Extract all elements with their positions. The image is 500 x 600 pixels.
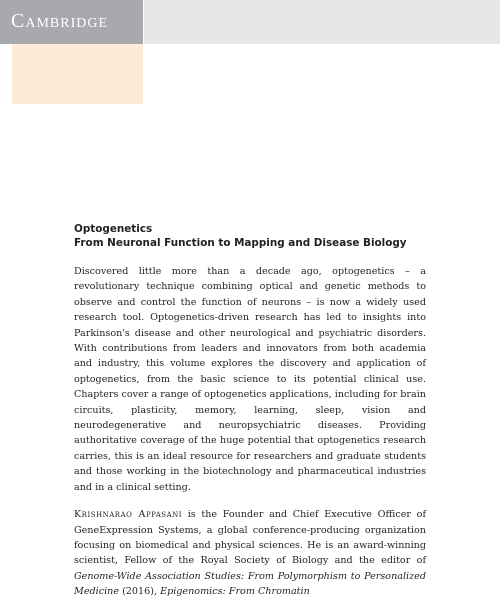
publisher-logo-text: Cambridge xyxy=(11,10,109,32)
book-blurb xyxy=(74,222,426,600)
author-bio xyxy=(74,507,426,599)
author-bio-text-1: is the Founder and Chief Executive Officer of GeneExpression Systems, a global conference-producing organization focusing on biomedical and physical sciences. He is an award-winning scientist, Fellow of the Royal Society of Biology and the editor of xyxy=(74,509,426,567)
book-description: Discovered little more than a decade ago, optogenetics – a revolutionary technique combining optical and genetic methods to observe and control the function of neurons – is now a widely used research tool. Optogenetics-driven research has led to insights into Parkinson's disease and other neurological and psychiatric disorders. With contributions from leaders and innovators from both academia and industry, this volume explores the discovery and application of optogenetics, from the basic science to its potential clinical use. Chapters cover a range of optogenetics applications, including for brain circuits, plasticity, memory, learning, sleep, vision and neurodegenerative and neuropsychiatric diseases. Providing authoritative coverage of the huge potential that optogenetics research carries, this is an ideal resource for researchers and graduate students and those working in the biotechnology and pharmaceutical industries and in a clinical setting. xyxy=(74,266,426,493)
author-name: Krishnarao Appasani xyxy=(74,509,183,521)
author-bio-text-2: (2016), xyxy=(119,586,161,598)
header-divider xyxy=(143,0,144,44)
accent-block xyxy=(12,44,143,104)
book-reference-2: Epigenomics: From Chromatin xyxy=(160,586,310,598)
book-subtitle: From Neuronal Function to Mapping and Disease Biology xyxy=(74,237,407,249)
book-title: Optogenetics xyxy=(74,223,153,235)
publisher-logo xyxy=(0,0,143,44)
book-reference-1: Genome-Wide Association Studies: From Polymorphism to Personalized Medicine xyxy=(74,570,426,598)
